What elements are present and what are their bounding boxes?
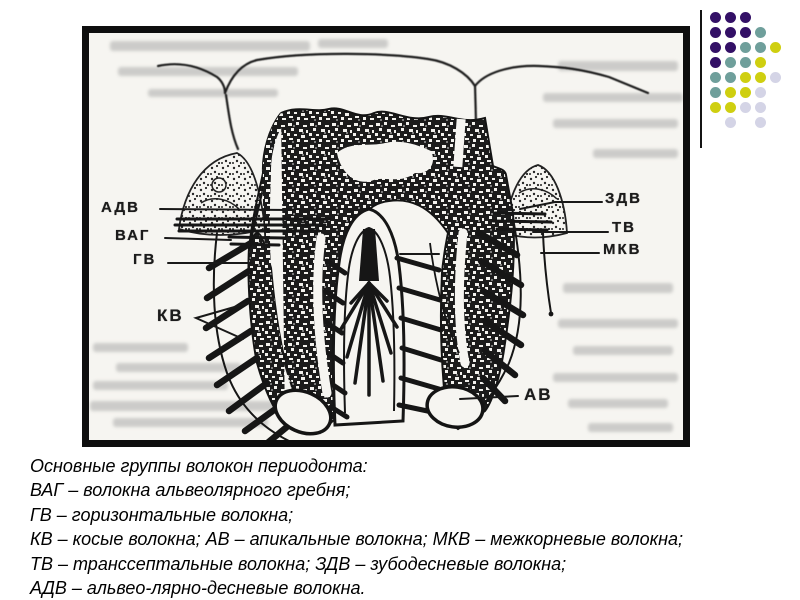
deco-dot <box>755 87 766 98</box>
periodontal-diagram <box>89 33 683 440</box>
gingiva-edge-dot <box>549 312 554 317</box>
fiber-label-kv: КВ <box>157 306 184 325</box>
deco-dot <box>770 42 781 53</box>
caption-line: КВ – косые волокна; АВ – апикальные волокна; МКВ – межкорневые волокна; <box>30 529 684 550</box>
caption <box>30 454 790 600</box>
dots-decoration <box>710 12 788 134</box>
figure-frame <box>82 26 690 447</box>
deco-dot <box>710 87 721 98</box>
deco-dot <box>770 72 781 83</box>
deco-dot <box>710 42 721 53</box>
deco-dot <box>725 102 736 113</box>
fiber-label-vag: ВАГ <box>115 227 151 244</box>
deco-dot <box>755 27 766 38</box>
fiber-label-mkv: МКВ <box>603 241 642 258</box>
deco-dot <box>725 87 736 98</box>
deco-dot <box>740 42 751 53</box>
deco-dot <box>725 72 736 83</box>
deco-dot <box>740 72 751 83</box>
fiber-label-tv: ТВ <box>612 219 636 236</box>
deco-dot <box>755 72 766 83</box>
deco-dot <box>725 57 736 68</box>
gingiva-edge-right <box>543 233 551 313</box>
fiber-label-adv: АДВ <box>101 199 140 216</box>
deco-dot <box>725 117 736 128</box>
deco-dot <box>710 72 721 83</box>
caption-line: ВАГ – волокна альвеолярного гребня; <box>30 480 351 501</box>
fiber-label-gv: ГВ <box>133 251 157 268</box>
deco-dot <box>740 87 751 98</box>
deco-dot <box>725 12 736 23</box>
deco-dot <box>710 12 721 23</box>
deco-dot <box>755 42 766 53</box>
deco-dot <box>755 57 766 68</box>
caption-line: ГВ – горизонтальные волокна; <box>30 504 294 525</box>
deco-dot <box>710 102 721 113</box>
fiber-label-av: АВ <box>524 385 553 404</box>
deco-dot <box>710 27 721 38</box>
deco-dot <box>740 102 751 113</box>
caption-line: АДВ – альвео-лярно-десневые волокна. <box>30 578 366 599</box>
deco-dot <box>725 42 736 53</box>
caption-line: ТВ – транссептальные волокна; ЗДВ – зубодесневые волокна; <box>30 553 567 574</box>
deco-dot <box>755 102 766 113</box>
deco-dot <box>755 117 766 128</box>
deco-dot <box>725 27 736 38</box>
deco-dot <box>710 57 721 68</box>
caption-line: Основные группы волокон периодонта: <box>30 456 368 476</box>
vertical-line-decoration <box>700 10 702 148</box>
deco-dot <box>740 27 751 38</box>
fiber-label-zdv: ЗДВ <box>605 190 642 207</box>
deco-dot <box>740 57 751 68</box>
deco-dot <box>740 12 751 23</box>
